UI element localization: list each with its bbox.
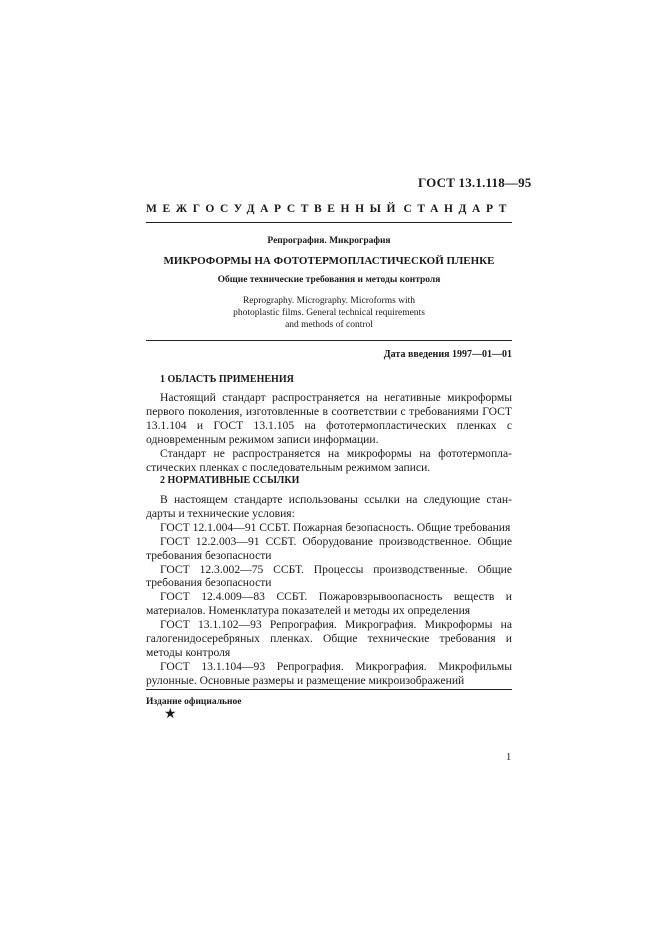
reference-item: ГОСТ 12.3.002—75 ССБТ. Процессы производственные. Общие требования безопасности — [146, 562, 512, 590]
star-icon: ★ — [164, 707, 177, 722]
paragraph: Настоящий стандарт распространяется на негативные микроформы первого поколения, изготовленные в соответствии с требованиями ГОСТ 13.1.104 и ГОСТ 13.1.105 на фототермопластических пленках с одновременным режимом записи информации. — [146, 391, 512, 446]
reference-item: ГОСТ 12.4.009—83 ССБТ. Пожаровзрывоопасность веществ и материалов. Номенклатура показателей и методы их определения — [146, 590, 512, 618]
english-title — [146, 295, 512, 331]
title-category: Репрография. Микрография — [267, 236, 391, 246]
english-title-line: Reprography. Micrography. Microforms with — [242, 296, 416, 306]
reference-item: ГОСТ 13.1.102—93 Репрография. Микрография. Микроформы на галогенидосеребряных пленках. Общие технические требования и методы контроля — [146, 618, 512, 659]
reference-item: ГОСТ 13.1.104—93 Репрография. Микрография. Микрофильмы рулонные. Основные размеры и размещение микроизображений — [146, 659, 512, 687]
reference-item: ГОСТ 12.1.004—91 ССБТ. Пожарная безопасность. Общие требования — [160, 520, 511, 534]
top-rule — [146, 222, 512, 223]
section-heading-references: 2 НОРМАТИВНЫЕ ССЫЛКИ — [160, 475, 300, 486]
page-number: 1 — [506, 752, 512, 763]
interstate-standard-banner — [146, 203, 512, 215]
reference-item: ГОСТ 12.2.003—91 ССБТ. Оборудование производственное. Общие требования безопасности — [146, 534, 512, 562]
official-edition-label: Издание официальное — [146, 697, 242, 707]
document-title: МИКРОФОРМЫ НА ФОТОТЕРМОПЛАСТИЧЕСКОЙ ПЛЕНКЕ — [163, 255, 495, 267]
banner-word-interstate: МЕЖГОСУДАРСТВЕННЫЙ — [146, 203, 402, 215]
paragraph: Стандарт не распространяется на микроформы на фототермопластических пленках с последовательным режимом записи. — [146, 446, 512, 474]
title-rule — [146, 340, 512, 341]
introduction-date: Дата введения 1997—01—01 — [383, 349, 512, 360]
standard-code: ГОСТ 13.1.118—95 — [418, 175, 532, 190]
english-title-line: photoplastic films. General technical requirements — [233, 308, 425, 318]
banner-word-standard: СТАНДАРТ — [403, 203, 512, 215]
english-title-line: and methods of control — [285, 320, 373, 330]
section-body-scope — [146, 391, 512, 474]
paragraph: В настоящем стандарте использованы ссылки на следующие стандарты и технические условия: — [146, 493, 512, 520]
section-heading-scope: 1 ОБЛАСТЬ ПРИМЕНЕНИЯ — [160, 374, 294, 385]
document-subtitle: Общие технические требования и методы контроля — [217, 275, 441, 285]
section-body-references — [146, 493, 512, 688]
footer-rule — [146, 689, 512, 690]
